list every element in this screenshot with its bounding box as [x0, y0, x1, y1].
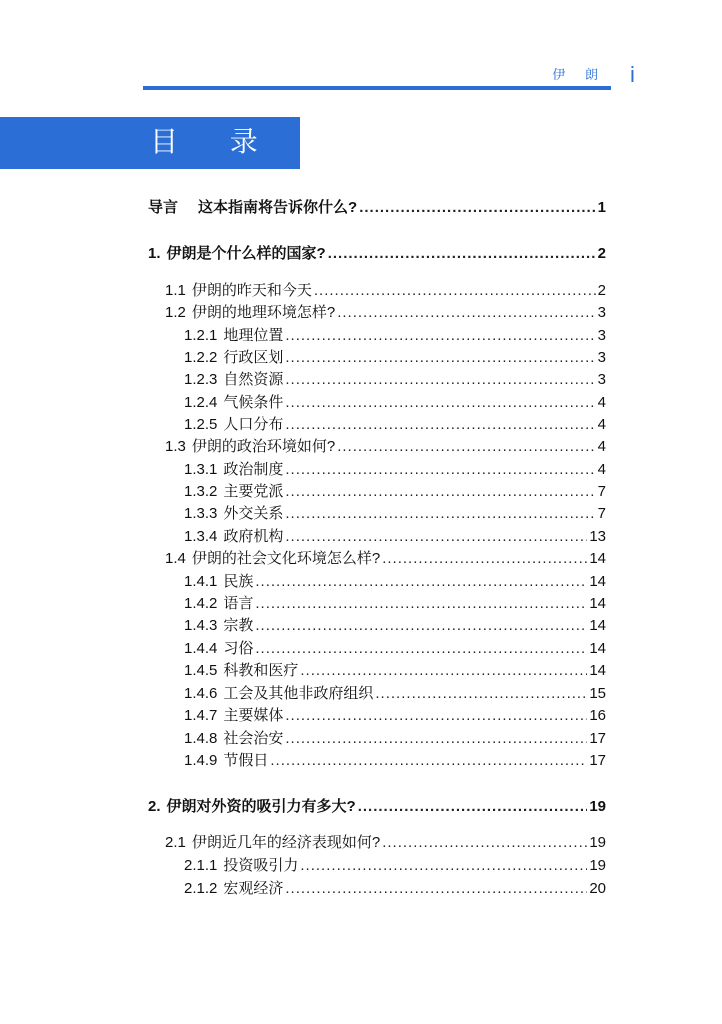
toc-entry-title: 伊朗的昨天和今天 [191, 282, 312, 299]
toc-leader-dots [285, 706, 587, 726]
page-marker: i [630, 62, 635, 87]
toc-entry-title: 伊朗的政治环境如何? [191, 438, 336, 455]
toc-entry[interactable] [184, 706, 606, 726]
toc-leader-dots [285, 482, 595, 502]
toc-entry-page: 2 [597, 245, 606, 262]
toc-entry-title: 伊朗近几年的经济表现如何? [191, 834, 381, 851]
toc-entry-number: 1.4.9 [184, 752, 218, 769]
toc-leader-dots [382, 549, 587, 569]
toc-entry-page: 14 [589, 573, 606, 590]
toc-entry-number: 2. [148, 798, 161, 815]
toc-entry[interactable] [148, 244, 606, 264]
toc-entry-number: 1.4.6 [184, 685, 218, 702]
toc-entry-number: 1.2.4 [184, 394, 218, 411]
toc-entry[interactable] [184, 684, 606, 704]
toc-entry-number: 1.3.1 [184, 461, 218, 478]
toc-entry[interactable] [184, 482, 606, 502]
toc-leader-dots [285, 504, 595, 524]
toc-entry[interactable] [184, 504, 606, 524]
toc-leader-dots [270, 751, 587, 771]
toc-entry-title: 政治制度 [223, 461, 284, 478]
toc-entry-page: 17 [589, 752, 606, 769]
toc-entry-number: 1.3.2 [184, 483, 218, 500]
toc-entry[interactable] [184, 572, 606, 592]
toc-entry[interactable] [184, 527, 606, 547]
toc-entry-page: 7 [597, 505, 606, 522]
toc-entry-title: 这本指南将告诉你什么? [198, 199, 358, 216]
toc-entry[interactable] [165, 833, 606, 853]
toc-entry-number: 1.1 [165, 282, 186, 299]
toc-leader-dots [255, 616, 587, 636]
toc-entry-title: 人口分布 [223, 416, 284, 433]
toc-entry[interactable] [165, 437, 606, 457]
toc-entry-number: 1.4 [165, 550, 186, 567]
toc-entry-page: 4 [597, 461, 606, 478]
toc-entry-title: 语言 [223, 595, 254, 612]
toc-entry-number: 1.2.2 [184, 349, 218, 366]
toc-leader-dots [285, 879, 587, 899]
toc-entry-page: 3 [597, 327, 606, 344]
toc-entry-number: 2.1.2 [184, 880, 218, 897]
toc-entry[interactable] [148, 797, 606, 817]
toc-entry-page: 14 [589, 640, 606, 657]
toc-leader-dots [359, 198, 595, 218]
toc-entry-number: 2.1.1 [184, 857, 218, 874]
toc-entry-title: 行政区划 [223, 349, 284, 366]
toc-entry-number: 1. [148, 245, 161, 262]
toc-leader-dots [300, 661, 587, 681]
toc-entry-title: 地理位置 [223, 327, 284, 344]
toc-entry-title: 伊朗的地理环境怎样? [191, 304, 336, 321]
toc-entry-page: 19 [589, 798, 606, 815]
toc-entry-page: 19 [589, 857, 606, 874]
toc-leader-dots [375, 684, 587, 704]
toc-entry-number: 1.3 [165, 438, 186, 455]
toc-entry[interactable] [184, 856, 606, 876]
toc-entry-number: 1.4.4 [184, 640, 218, 657]
toc-entry-title: 自然资源 [223, 371, 284, 388]
toc-entry-page: 15 [589, 685, 606, 702]
toc-leader-dots [285, 326, 595, 346]
toc-entry-page: 17 [589, 730, 606, 747]
toc-entry[interactable] [184, 415, 606, 435]
toc-entry-page: 7 [597, 483, 606, 500]
toc-entry-title: 宗教 [223, 617, 254, 634]
toc-leader-dots [300, 856, 587, 876]
toc-leader-dots [337, 303, 595, 323]
toc-entry[interactable] [184, 594, 606, 614]
toc-entry-title: 习俗 [223, 640, 254, 657]
toc-entry-page: 16 [589, 707, 606, 724]
toc-entry-title: 气候条件 [223, 394, 284, 411]
running-header: 伊 朗 [552, 67, 606, 82]
toc-entry-page: 3 [597, 304, 606, 321]
toc-entry[interactable] [184, 348, 606, 368]
toc-entry-page: 13 [589, 528, 606, 545]
toc-entry-number: 1.4.7 [184, 707, 218, 724]
toc-entry-number: 1.2.5 [184, 416, 218, 433]
toc-entry-title: 主要党派 [223, 483, 284, 500]
toc-entry-number: 1.4.8 [184, 730, 218, 747]
toc-entry-title: 外交关系 [223, 505, 284, 522]
toc-leader-dots [358, 797, 588, 817]
toc-entry[interactable] [184, 460, 606, 480]
toc-entry-page: 14 [589, 617, 606, 634]
toc-entry-title: 伊朗的社会文化环境怎么样? [191, 550, 381, 567]
toc-entry-number: 1.2.3 [184, 371, 218, 388]
toc-entry-title: 节假日 [223, 752, 269, 769]
toc-leader-dots [285, 460, 595, 480]
toc-entry[interactable] [184, 879, 606, 899]
toc-entry-number: 1.4.5 [184, 662, 218, 679]
toc-entry[interactable] [184, 370, 606, 390]
toc-entry-page: 14 [589, 550, 606, 567]
toc-entry-title: 社会治安 [223, 730, 284, 747]
toc-entry-title: 民族 [223, 573, 254, 590]
toc-entry-title: 工会及其他非政府组织 [223, 685, 374, 702]
toc-leader-dots [255, 639, 587, 659]
toc-entry-number: 1.4.1 [184, 573, 218, 590]
toc-entry-title: 宏观经济 [223, 880, 284, 897]
toc-entry-number: 1.4.2 [184, 595, 218, 612]
toc-entry-page: 3 [597, 371, 606, 388]
toc-entry[interactable] [184, 751, 606, 771]
toc-entry[interactable] [184, 393, 606, 413]
page-title: 目 录 [150, 126, 280, 157]
toc-entry-page: 20 [589, 880, 606, 897]
toc-leader-dots [328, 244, 596, 264]
toc-leader-dots [285, 393, 595, 413]
toc-entry-number: 1.4.3 [184, 617, 218, 634]
toc-entry[interactable] [184, 326, 606, 346]
toc-entry-page: 4 [597, 394, 606, 411]
toc-entry-page: 14 [589, 595, 606, 612]
toc-entry-title: 科教和医疗 [223, 662, 299, 679]
toc-entry-title: 投资吸引力 [223, 857, 299, 874]
toc-leader-dots [382, 833, 587, 853]
toc-leader-dots [285, 348, 595, 368]
toc-entry[interactable] [165, 281, 606, 301]
toc-entry-page: 14 [589, 662, 606, 679]
toc-entry-number: 1.3.3 [184, 505, 218, 522]
toc-leader-dots [314, 281, 596, 301]
toc-entry-title: 政府机构 [223, 528, 284, 545]
toc-entry-title: 伊朗对外资的吸引力有多大? [166, 798, 356, 815]
toc-entry[interactable] [184, 639, 606, 659]
toc-entry-number: 1.3.4 [184, 528, 218, 545]
toc-entry[interactable] [184, 729, 606, 749]
toc-entry-page: 19 [589, 834, 606, 851]
toc-leader-dots [337, 437, 595, 457]
toc-leader-dots [285, 370, 595, 390]
toc-entry[interactable] [184, 616, 606, 636]
toc-entry-page: 3 [597, 349, 606, 366]
toc-entry[interactable] [184, 661, 606, 681]
toc-entry[interactable] [165, 303, 606, 323]
toc-entry-page: 2 [597, 282, 606, 299]
toc-leader-dots [255, 572, 587, 592]
toc-entry[interactable] [165, 549, 606, 569]
toc-entry-number: 1.2.1 [184, 327, 218, 344]
toc-leader-dots [255, 594, 587, 614]
toc-entry-page: 4 [597, 416, 606, 433]
toc-entry-page: 4 [597, 438, 606, 455]
toc-entry[interactable] [148, 198, 606, 218]
toc-entry-number: 导言 [148, 199, 179, 216]
toc-entry-title: 主要媒体 [223, 707, 284, 724]
toc-entry-page: 1 [597, 199, 606, 216]
toc-leader-dots [285, 729, 587, 749]
toc-entry-number: 1.2 [165, 304, 186, 321]
toc-entry-number: 2.1 [165, 834, 186, 851]
toc-leader-dots [285, 527, 587, 547]
toc-leader-dots [285, 415, 595, 435]
toc-entry-title: 伊朗是个什么样的国家? [166, 245, 326, 262]
